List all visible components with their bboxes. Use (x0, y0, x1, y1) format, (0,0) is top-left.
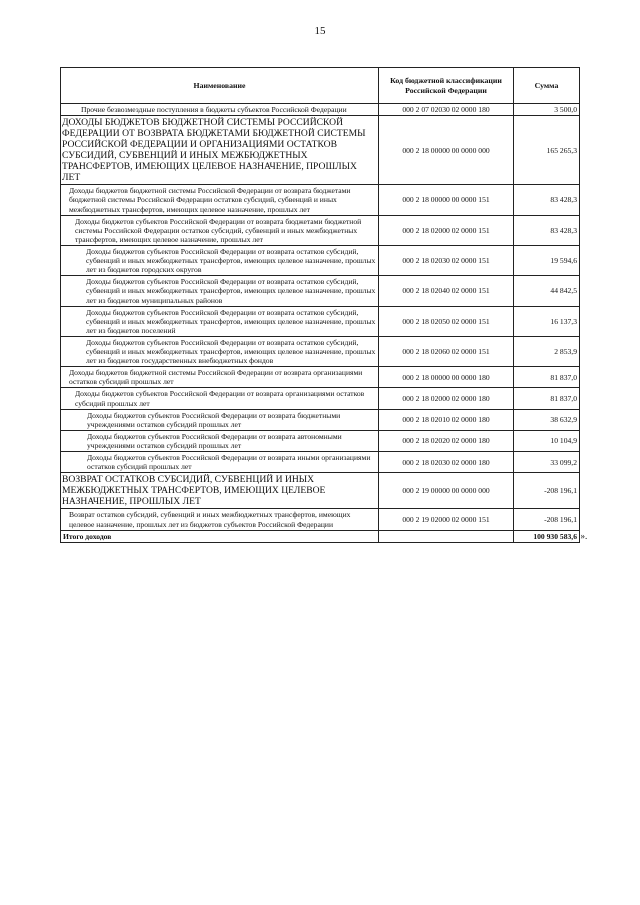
row-sum: 81 837,0 (514, 367, 580, 388)
row-name: Доходы бюджетов субъектов Российской Федерации от возврата автономными учреждениями остатков субсидий прошлых лет (61, 430, 379, 451)
header-name: Наименование (61, 68, 379, 104)
total-label: Итого доходов (61, 530, 379, 542)
row-name: ВОЗВРАТ ОСТАТКОВ СУБСИДИЙ, СУБВЕНЦИЙ И ИНЫХ МЕЖБЮДЖЕТНЫХ ТРАНСФЕРТОВ, ИМЕЮЩИХ ЦЕЛЕВОЕ НАЗНАЧЕНИЕ, ПРОШЛЫХ ЛЕТ (61, 473, 379, 509)
table-row (61, 367, 580, 388)
table-row (61, 473, 580, 509)
row-code: 000 2 18 02040 02 0000 151 (379, 276, 514, 306)
row-code: 000 2 18 02030 02 0000 151 (379, 245, 514, 275)
table-row (61, 104, 580, 116)
row-name: Доходы бюджетов субъектов Российской Федерации от возврата иными организациями остатков субсидий прошлых лет (61, 452, 379, 473)
closing-quote-mark: ». (580, 531, 588, 542)
table-row (61, 116, 580, 185)
table-row (61, 452, 580, 473)
row-sum: 83 428,3 (514, 185, 580, 215)
row-name: Прочие безвозмездные поступления в бюджеты субъектов Российской Федерации (61, 104, 379, 116)
table-row (61, 430, 580, 451)
row-sum: 83 428,3 (514, 215, 580, 245)
row-name: Доходы бюджетов бюджетной системы Российской Федерации от возврата организациями остатков субсидий прошлых лет (61, 367, 379, 388)
row-sum: -208 196,1 (514, 473, 580, 509)
total-sum: 100 930 583,6 (514, 530, 580, 542)
row-sum: 81 837,0 (514, 388, 580, 409)
row-name: ДОХОДЫ БЮДЖЕТОВ БЮДЖЕТНОЙ СИСТЕМЫ РОССИЙСКОЙ ФЕДЕРАЦИИ ОТ ВОЗВРАТА БЮДЖЕТАМИ БЮДЖЕТНОЙ СИСТЕМЫ РОССИЙСКОЙ ФЕДЕРАЦИИ И ОРГАНИЗАЦИЯМИ ОСТАТКОВ СУБСИДИЙ, СУБВЕНЦИЙ И ИНЫХ МЕЖБЮДЖЕТНЫХ ТРАНСФЕРТОВ, ИМЕЮЩИХ ЦЕЛЕВОЕ НАЗНАЧЕНИЕ, ПРОШЛЫХ ЛЕТ (61, 116, 379, 185)
total-row (61, 530, 580, 542)
row-code: 000 2 07 02030 02 0000 180 (379, 104, 514, 116)
table-row (61, 409, 580, 430)
row-name: Доходы бюджетов субъектов Российской Федерации от возврата бюджетными учреждениями остатков субсидий прошлых лет (61, 409, 379, 430)
row-name: Доходы бюджетов субъектов Российской Федерации от возврата бюджетами бюджетной системы Российской Федерации остатков субсидий, субвенций и иных межбюджетных трансфертов, имеющих целевое назначение, прошлых лет (61, 215, 379, 245)
table-row (61, 509, 580, 530)
row-code: 000 2 19 02000 02 0000 151 (379, 509, 514, 530)
row-code: 000 2 18 02060 02 0000 151 (379, 336, 514, 366)
total-code-cell (379, 530, 514, 542)
row-code: 000 2 18 02030 02 0000 180 (379, 452, 514, 473)
row-sum: 165 265,3 (514, 116, 580, 185)
table-row (61, 215, 580, 245)
row-sum: 16 137,3 (514, 306, 580, 336)
row-code: 000 2 18 02010 02 0000 180 (379, 409, 514, 430)
row-sum: 19 594,6 (514, 245, 580, 275)
row-sum: 38 632,9 (514, 409, 580, 430)
row-name: Доходы бюджетов субъектов Российской Федерации от возврата остатков субсидий, субвенций и иных межбюджетных трансфертов, имеющих целевое назначение, прошлых лет из бюджетов государственных внебюджетных фондов (61, 336, 379, 366)
row-sum: 10 104,9 (514, 430, 580, 451)
row-name: Доходы бюджетов субъектов Российской Федерации от возврата остатков субсидий, субвенций и иных межбюджетных трансфертов, имеющих целевое назначение, прошлых лет из бюджетов поселений (61, 306, 379, 336)
row-sum: 44 842,5 (514, 276, 580, 306)
revenue-table (60, 67, 580, 543)
row-name: Доходы бюджетов субъектов Российской Федерации от возврата остатков субсидий, субвенций и иных межбюджетных трансфертов, имеющих целевое назначение, прошлых лет из бюджетов муниципальных районов (61, 276, 379, 306)
row-sum: -208 196,1 (514, 509, 580, 530)
row-sum: 2 853,9 (514, 336, 580, 366)
row-code: 000 2 18 00000 00 0000 151 (379, 185, 514, 215)
table-row (61, 245, 580, 275)
row-code: 000 2 18 02000 02 0000 151 (379, 215, 514, 245)
header-code: Код бюджетной классификации Российской Федерации (379, 68, 514, 104)
row-name: Доходы бюджетов субъектов Российской Федерации от возврата организациями остатков субсидий прошлых лет (61, 388, 379, 409)
table-row (61, 388, 580, 409)
row-code: 000 2 18 00000 00 0000 180 (379, 367, 514, 388)
row-sum: 3 500,0 (514, 104, 580, 116)
row-name: Возврат остатков субсидий, субвенций и иных межбюджетных трансфертов, имеющих целевое назначение, прошлых лет из бюджетов субъектов Российской Федерации (61, 509, 379, 530)
row-code: 000 2 18 00000 00 0000 000 (379, 116, 514, 185)
row-sum: 33 099,2 (514, 452, 580, 473)
row-code: 000 2 18 02020 02 0000 180 (379, 430, 514, 451)
table-row (61, 336, 580, 366)
row-code: 000 2 18 02050 02 0000 151 (379, 306, 514, 336)
table-row (61, 185, 580, 215)
table-row (61, 276, 580, 306)
row-name: Доходы бюджетов бюджетной системы Российской Федерации от возврата бюджетами бюджетной системы Российской Федерации остатков субсидий, субвенций и иных межбюджетных трансфертов, имеющих целевое назначение, прошлых лет (61, 185, 379, 215)
row-name: Доходы бюджетов субъектов Российской Федерации от возврата остатков субсидий, субвенций и иных межбюджетных трансфертов, имеющих целевое назначение, прошлых лет из бюджетов городских округов (61, 245, 379, 275)
table-row (61, 306, 580, 336)
header-sum: Сумма (514, 68, 580, 104)
page-number: 15 (314, 25, 326, 37)
table-header-row (61, 68, 580, 104)
row-code: 000 2 18 02000 02 0000 180 (379, 388, 514, 409)
row-code: 000 2 19 00000 00 0000 000 (379, 473, 514, 509)
